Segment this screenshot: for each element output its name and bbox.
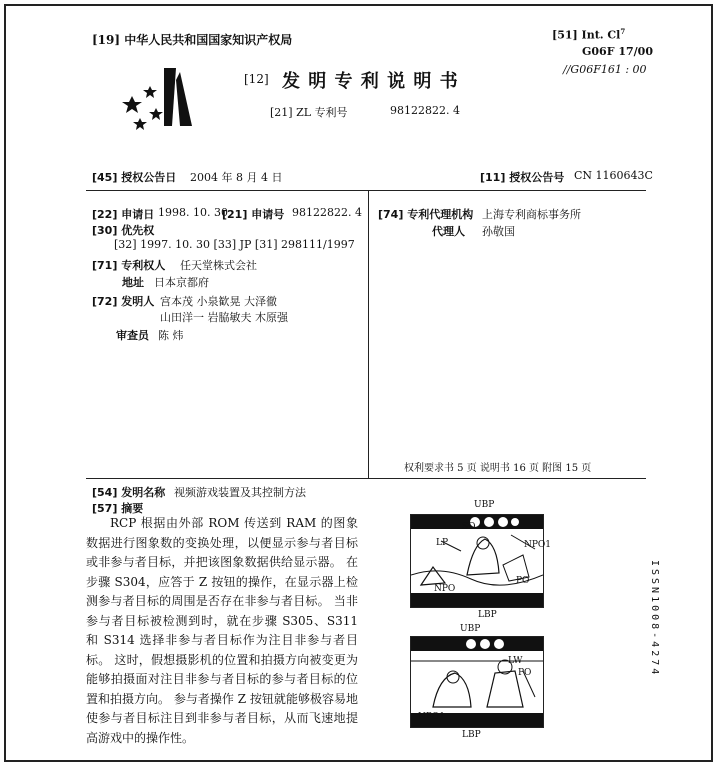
patentee-label: [71] 专利权人 — [92, 259, 166, 272]
divider-middle — [86, 478, 646, 479]
inventors-line-1: 宫本茂 小泉歓晃 大泽徹 — [160, 295, 277, 308]
fig-label-po: PO — [516, 576, 530, 586]
fig-label-po-b: PO — [518, 668, 532, 678]
fig-label-npo: NPO — [434, 584, 456, 594]
abstract-label: [57] 摘要 — [92, 502, 144, 515]
office-name: [19] 中华人民共和国国家知识产权局 — [92, 33, 293, 47]
fig-label-so: SO — [462, 522, 476, 532]
filing-date-label: [22] 申请日 — [92, 208, 155, 221]
grant-pub-number: CN 1160643C — [574, 169, 653, 182]
fig-label-lp: LP — [436, 538, 449, 548]
abstract-body — [86, 514, 358, 748]
int-cl-sup: 7 — [620, 27, 626, 36]
address: 日本京都府 — [154, 276, 209, 289]
agent-label: 代理人 — [432, 225, 465, 238]
grant-date: 2004 年 8 月 4 日 — [190, 171, 283, 184]
int-cl-text: [51] Int. Cl — [552, 28, 621, 42]
int-cl-label — [552, 27, 625, 42]
patentee: 任天堂株式会社 — [180, 259, 257, 272]
figure-upper-screen — [410, 514, 544, 608]
priority-line: [32] 1997. 10. 30 [33] JP [31] 298111/1997 — [114, 238, 355, 251]
patent-number-label: [21] ZL 专利号 — [270, 106, 348, 119]
fig-label-npo1-b: NPO1 — [418, 712, 446, 722]
priority-label: [30] 优先权 — [92, 224, 155, 237]
fig-label-lw: LW — [508, 656, 523, 666]
inventors-line-2: 山田洋一 岩脇敏夫 木原强 — [160, 311, 288, 324]
divider-vertical — [368, 190, 369, 478]
grant-pub-label: [11] 授权公告号 — [480, 171, 565, 184]
int-cl-main: G06F 17/00 — [582, 45, 653, 58]
sipo-emblem-icon — [118, 62, 198, 136]
fig-label-npo1: NPO1 — [524, 540, 552, 550]
fig-label-lbp-top: LBP — [478, 610, 497, 620]
agency: 上海专利商标事务所 — [482, 208, 581, 221]
application-no-label: [21] 申请号 — [222, 208, 285, 221]
inventors-label: [72] 发明人 — [92, 295, 155, 308]
examiner-label: 审查员 — [116, 329, 149, 342]
address-label: 地址 — [122, 276, 144, 289]
fig-label-ubp-bottom: UBP — [460, 624, 481, 634]
divider-top — [86, 190, 646, 191]
doc-type-title: 发 明 专 利 说 明 书 — [282, 71, 459, 92]
doc-type-code: [12] — [244, 72, 269, 86]
fig-label-ubp-top: UBP — [474, 500, 495, 510]
invention-title-label: [54] 发明名称 — [92, 486, 166, 499]
application-no: 98122822. 4 — [292, 206, 362, 219]
abstract-text: RCP 根据由外部 ROM 传送到 RAM 的图象数据进行图象数的变换处理，以便显示参与者目标或非参与者目标，并把该图象数据供给显示器。 在步骤 S304，应答于 Z 按钮的操作，在显示器上检测参与者目标的周围是否存在非参与者目标。 当非参与者目标被检测到时，就在步骤 S305、S311 和 S314 选择非参与者目标作为注目非参与者目标。 这时，假想摄影机的位置和拍摄方向被变更为能够拍摄面对注目非参与者目标的参与者目标的位置和拍摄方向。 参与者操作 Z 按钮就能够极容易地使参与者目标注目到非参与者目标，从而飞速地提高游戏中的操作性。 — [86, 516, 358, 745]
patent-number: 98122822. 4 — [390, 104, 460, 117]
examiner: 陈 炜 — [158, 329, 184, 342]
agency-label: [74] 专利代理机构 — [378, 208, 474, 221]
issn-vertical-text: ISSN1008-4274 — [649, 560, 660, 678]
filing-date: 1998. 10. 30 — [158, 206, 228, 219]
fig-label-lbp-bottom: LBP — [462, 730, 481, 740]
int-cl-secondary: //G06F161 : 00 — [563, 63, 647, 76]
pages-note: 权利要求书 5 页 说明书 16 页 附图 15 页 — [404, 463, 592, 474]
grant-date-label: [45] 授权公告日 — [92, 171, 177, 184]
invention-title: 视频游戏装置及其控制方法 — [174, 486, 306, 499]
agent: 孙敬国 — [482, 225, 515, 238]
